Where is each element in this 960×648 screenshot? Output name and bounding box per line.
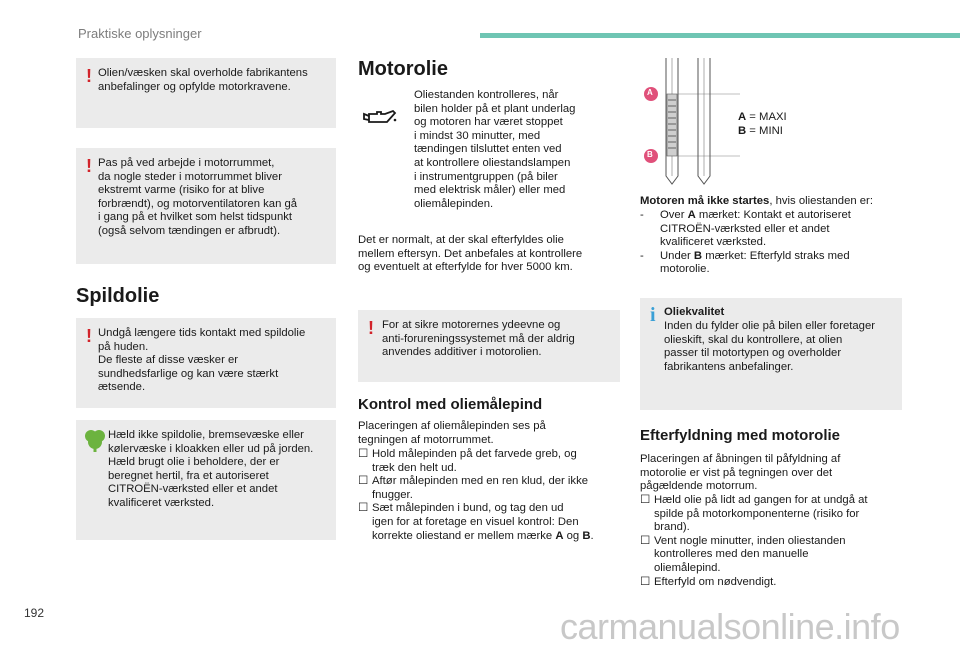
eco-leaf-icon <box>84 428 106 452</box>
warning-icon: ! <box>368 318 374 338</box>
bullet: ☐ <box>640 575 651 588</box>
warning-icon: ! <box>86 66 92 86</box>
list-item: ☐ Aftør målepinden med en ren klud, der ikke fnugger. <box>358 475 589 501</box>
list-item: - Over A mærket: Kontakt et autoriseret CITROËN-værksted eller et andet kvalificeret værksted. <box>640 209 851 249</box>
warning-icon: ! <box>86 326 92 346</box>
section-title: Praktiske oplysninger <box>78 26 202 41</box>
warning-text: For at sikre motorernes ydeevne og anti-forureningssystemet må der aldrig anvendes additiver i motorolien. <box>382 319 575 359</box>
bullet: ☐ <box>358 502 369 515</box>
kontrol-intro: Placeringen af oliemålepinden ses på tegningen af motorrummet. <box>358 420 546 446</box>
heading-motorolie: Motorolie <box>358 58 448 80</box>
watermark: carmanualsonline.info <box>560 606 900 647</box>
eco-text: Hæld ikke spildolie, bremsevæske eller kølervæske i kloakken eller ud på jorden. Hæld brugt olie i beholdere, der er beregnet hertil, fra et autoriseret CITROËN-værksted eller et andet kvalificeret værksted. <box>108 429 314 509</box>
oil-can-icon <box>363 108 397 128</box>
heading-kontrol: Kontrol med oliemålepind <box>358 396 543 413</box>
bullet: ☐ <box>640 534 651 547</box>
info-text: Inden du fylder olie på bilen eller foretager olieskift, skal du kontrollere, at olien passer til motortypen og overholder fabrikantens anbefalinger. <box>664 320 876 373</box>
warning-box-fluids <box>76 58 336 128</box>
marker-a-label: A <box>647 88 653 97</box>
list-item: - Under B mærket: Efterfyld straks med motorolie. <box>640 249 850 276</box>
efter-intro: Placeringen af åbningen til påfyldning af motorolie er vist på tegningen over det pågældende motorrum. <box>640 453 841 493</box>
warning-box-engine-heat <box>76 148 336 264</box>
level-conditions <box>640 209 905 277</box>
list-item: ☐ Vent nogle minutter, inden oliestanden kontrolleres med den manuelle oliemålepind. <box>640 534 846 574</box>
heading-spildolie: Spildolie <box>76 285 160 307</box>
info-title: Oliekvalitet <box>664 306 725 318</box>
warning-icon: ! <box>86 156 92 176</box>
heading-efterfyldning: Efterfyldning med motorolie <box>640 427 841 444</box>
legend-mini: B = MINI <box>738 125 783 137</box>
list-item: ☐ Sæt målepinden i bund, og tag den ud igen for at foretage en visuel kontrol: Den korrekte oliestand er mellem mærke A og B. <box>358 502 594 542</box>
page-number: 192 <box>24 606 45 620</box>
warning-text: Pas på ved arbejde i motorrummet, da nogle steder i motorrummet bliver ekstremt varme (risiko for at blive forbrændt), og motorventilatoren kan gå i gang på et hvilket som helst tidspunkt (også selvom tændingen er afbrudt). <box>98 157 298 237</box>
list-item: ☐ Hæld olie på lidt ad gangen for at undgå at spilde på motorkomponenterne (risiko for brand). <box>640 494 868 534</box>
eco-box <box>76 420 336 540</box>
info-box-oil-quality <box>640 298 902 410</box>
warning-text: Undgå længere tids kontakt med spildolie på huden. De fleste af disse væsker er sundhedsfarlige og kan være stærkt ætsende. <box>98 327 306 394</box>
list-item: ☐ Efterfyld om nødvendigt. <box>640 575 777 588</box>
bullet: ☐ <box>640 494 651 506</box>
list-item: ☐ Hold målepinden på det farvede greb, og træk den helt ud. <box>358 448 577 474</box>
section-bar <box>480 33 960 38</box>
bullet: ☐ <box>358 475 369 488</box>
oil-refill-paragraph: Det er normalt, at der skal efterfyldes olie mellem eftersyn. Det anbefales at kontrollere og eventuelt at efterfylde for hver 5000 km. <box>358 234 583 274</box>
legend-maxi: A = MAXI <box>738 111 787 123</box>
info-icon: i <box>650 304 656 326</box>
warning-box-waste-oil <box>76 318 336 408</box>
marker-b-label: B <box>647 150 653 159</box>
dipstick-icon <box>640 58 740 188</box>
oil-check-intro: Oliestanden kontrolleres, når bilen holder på et plant underlag og motoren har været stoppet i mindst 30 minutter, med tændingen tilsluttet enten ved at kontrollere oliestandslampen i instrumentgruppen (på biler med elektrisk måler) eller med oliemålepinden. <box>414 89 576 210</box>
efter-steps <box>640 494 910 589</box>
no-start-text: Motoren må ikke startes, hvis oliestanden er: <box>640 195 873 207</box>
warning-box-additives <box>358 310 620 382</box>
kontrol-steps <box>358 448 623 543</box>
warning-text: Olien/væsken skal overholde fabrikantens anbefalinger og opfylde motorkravene. <box>98 67 308 93</box>
bullet: ☐ <box>358 448 369 460</box>
